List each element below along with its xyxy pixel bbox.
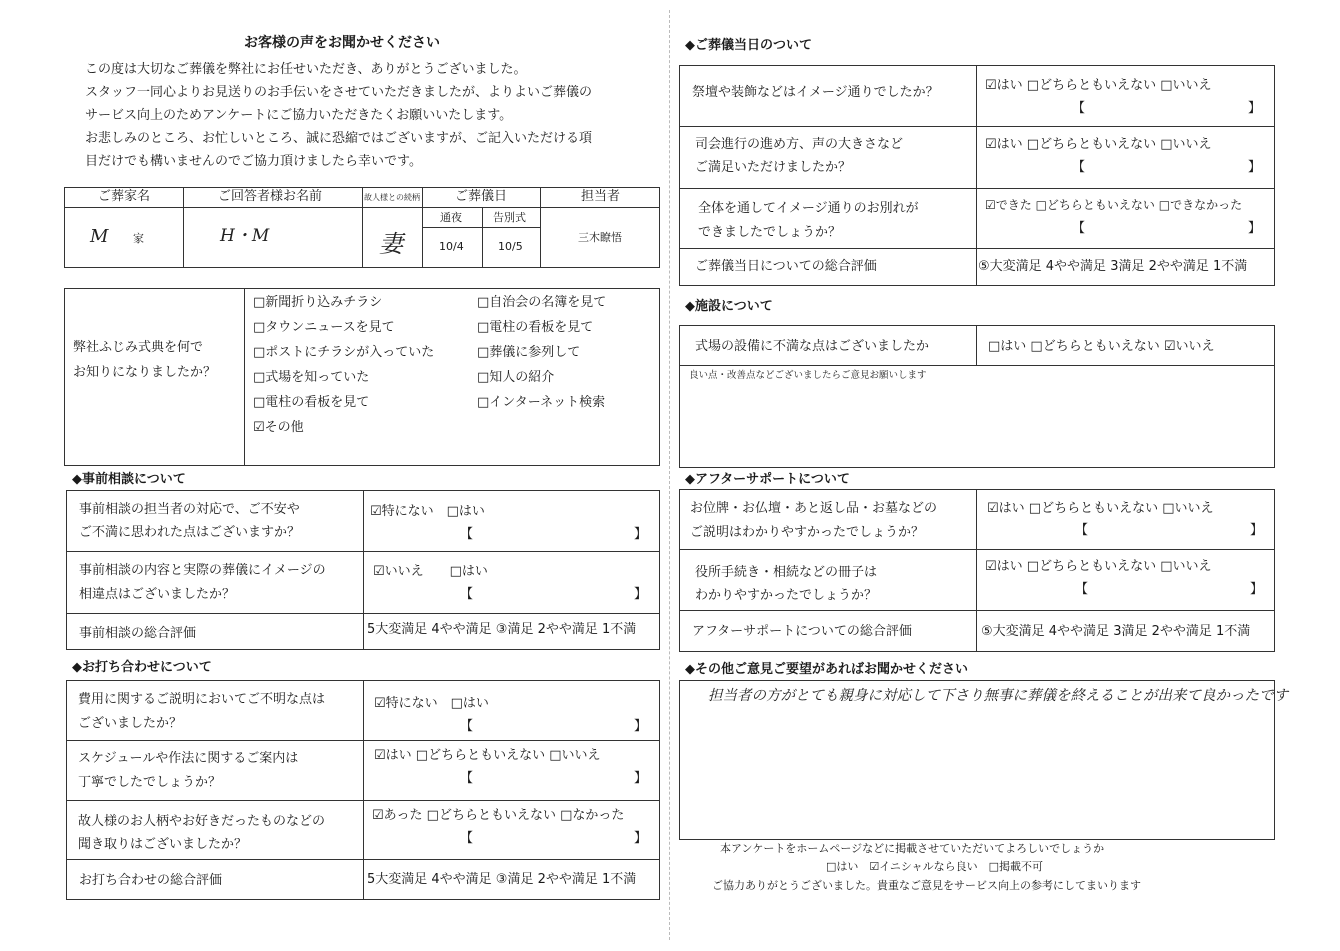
intro-line-3: サービス向上のためアンケートにご協力いただきたくお願いいたします。	[85, 108, 513, 123]
family-suffix: 家	[133, 232, 144, 245]
relation-header: 故人様との続柄	[364, 193, 420, 202]
funeral-day-q4: ご葬儀当日についての総合評価	[695, 259, 877, 274]
source-option-flyer[interactable]: □ポストにチラシが入っていた	[253, 345, 435, 360]
facility-a1[interactable]: □はい □どちらともいえない ☑いいえ	[988, 339, 1215, 354]
source-option-pole-sign[interactable]: □電柱の看板を見て	[253, 395, 370, 410]
source-option-attended[interactable]: □葬儀に参列して	[477, 345, 581, 360]
funeral-day-q3-line-1: 全体を通してイメージ通りのお別れが	[698, 201, 919, 216]
source-option-newspaper[interactable]: □新聞折り込みチラシ	[253, 295, 383, 310]
source-option-community[interactable]: □自治会の名簿を見て	[477, 295, 607, 310]
respondent-header: ご回答者様お名前	[218, 189, 323, 204]
intro-line-4: お悲しみのところ、お忙しいところ、誠に恐縮ではございますが、ご記入いただける項	[85, 131, 593, 146]
facility-heading: ◆施設について	[685, 299, 773, 314]
bracket-open: 【	[1072, 160, 1086, 175]
bracket-open: 【	[460, 587, 474, 602]
source-option-other[interactable]: ☑その他	[253, 420, 304, 435]
funeral-day-a2[interactable]: ☑はい □どちらともいえない □いいえ	[985, 137, 1212, 152]
publish-question: 本アンケートをホームページなどに掲載させていただいてよろしいでしょうか	[720, 842, 1105, 855]
bracket-open: 【	[460, 719, 474, 734]
bracket-close: 】	[1250, 582, 1264, 597]
bracket-open: 【	[1075, 582, 1089, 597]
tsuya-date: 10/4	[439, 240, 464, 253]
intro-line-5: 目だけでも構いませんのでご協力頂けましたら幸いです。	[85, 154, 422, 169]
bracket-close: 】	[634, 719, 648, 734]
funeral-day-rating[interactable]: ⑤大変満足 4やや満足 3満足 2やや満足 1不満	[978, 259, 1248, 274]
bracket-open: 【	[1075, 523, 1089, 538]
meeting-q2-line-2: 丁寧でしたでしょうか？	[78, 775, 222, 790]
bracket-open: 【	[1072, 221, 1086, 236]
funeral-day-q1: 祭壇や装飾などはイメージ通りでしたか？	[692, 85, 939, 100]
intro-line-1: この度は大切なご葬儀を弊社にお任せいただき、ありがとうございました。	[85, 62, 527, 77]
meeting-rating[interactable]: 5大変満足 4やや満足 ③満足 2やや満足 1不満	[367, 872, 637, 887]
bracket-close: 】	[1250, 523, 1264, 538]
meeting-a2[interactable]: ☑はい □どちらともいえない □いいえ	[374, 748, 601, 763]
funeral-day-q2-line-1: 司会進行の進め方、声の大きさなど	[695, 137, 904, 152]
source-option-internet[interactable]: □インターネット検索	[477, 395, 606, 410]
after-support-a1[interactable]: ☑はい □どちらともいえない □いいえ	[987, 501, 1214, 516]
staff-name: 三木瞭悟	[578, 231, 622, 244]
meeting-q3-line-2: 聞き取りはございましたか？	[78, 837, 248, 852]
source-question-line-1: 弊社ふじみ式典を何で	[73, 340, 204, 355]
publish-options[interactable]: □はい ☑イニシャルなら良い □掲載不可	[826, 860, 1043, 873]
funeral-day-a3[interactable]: ☑できた □どちらともいえない □できなかった	[985, 198, 1243, 212]
other-comment-box	[679, 680, 1275, 840]
staff-header: 担当者	[581, 189, 621, 204]
source-option-knew-hall[interactable]: □式場を知っていた	[253, 370, 370, 385]
meeting-a1[interactable]: ☑特にない □はい	[374, 696, 489, 711]
funeral-day-q3-line-2: できましたでしょうか？	[698, 225, 842, 240]
after-support-a2[interactable]: ☑はい □どちらともいえない □いいえ	[985, 559, 1212, 574]
meeting-q1-line-2: ございましたか？	[78, 716, 183, 731]
survey-title: お客様の声をお聞かせください	[244, 35, 440, 51]
funeral-day-a1[interactable]: ☑はい □どちらともいえない □いいえ	[985, 78, 1212, 93]
tsuya-header: 通夜	[440, 211, 462, 224]
pre-consult-q2-line-1: 事前相談の内容と実際の葬儀にイメージの	[79, 563, 326, 578]
after-support-q2-line-2: わかりやすかったでしょうか？	[695, 588, 878, 603]
after-support-heading: ◆アフターサポートについて	[685, 472, 850, 487]
bracket-open: 【	[460, 527, 474, 542]
other-heading: ◆その他ご意見ご要望があればお聞かせください	[685, 662, 968, 677]
bracket-close: 】	[634, 771, 648, 786]
bracket-close: 】	[1248, 221, 1262, 236]
family-name-value: M	[90, 226, 109, 247]
meeting-q4: お打ち合わせの総合評価	[79, 873, 223, 888]
source-option-referral[interactable]: □知人の紹介	[477, 370, 555, 385]
pre-consult-a2[interactable]: ☑いいえ □はい	[373, 564, 488, 579]
after-support-q1-line-1: お位牌・お仏壇・あと返し品・お墓などの	[690, 501, 938, 516]
source-question-line-2: お知りになりましたか？	[73, 365, 217, 380]
kokubetsu-date: 10/5	[498, 240, 523, 253]
bracket-open: 【	[1072, 101, 1086, 116]
source-option-pole-sign-2[interactable]: □電柱の看板を見て	[477, 320, 594, 335]
after-support-q1-line-2: ご説明はわかりやすかったでしょうか？	[690, 525, 925, 540]
pre-consult-heading: ◆事前相談について	[72, 472, 186, 487]
relation-value: 妻	[379, 230, 403, 258]
funeral-day-q2-line-2: ご満足いただけましたか？	[695, 160, 852, 175]
meeting-q2-line-1: スケジュールや作法に関するご案内は	[78, 751, 299, 766]
bracket-open: 【	[460, 771, 474, 786]
facility-q1: 式場の設備に不満な点はございましたか	[695, 339, 930, 354]
funeral-day-heading: ◆ご葬儀当日のついて	[685, 38, 812, 53]
meeting-q1-line-1: 費用に関するご説明においてご不明な点は	[78, 692, 326, 707]
pre-consult-a1[interactable]: ☑特にない □はい	[370, 504, 485, 519]
pre-consult-q2-line-2: 相違点はございましたか？	[79, 587, 236, 602]
facility-note-label: 良い点・改善点などございましたらご意見お願いします	[689, 370, 927, 381]
bracket-close: 】	[634, 527, 648, 542]
intro-line-2: スタッフ一同心よりお見送りのお手伝いをさせていただきましたが、よりよいご葬儀の	[85, 85, 593, 100]
after-support-q3: アフターサポートについての総合評価	[692, 624, 912, 639]
bracket-close: 】	[1248, 101, 1262, 116]
after-support-q2-line-1: 役所手続き・相続などの冊子は	[695, 565, 878, 580]
other-comment-handwritten: 担当者の方がとても親身に対応して下さり無事に葬儀を終えることが出来て良かったです	[708, 688, 1288, 704]
respondent-value: H・M	[220, 226, 270, 246]
meeting-q3-line-1: 故人様のお人柄やお好きだったものなどの	[78, 814, 326, 829]
pre-consult-q1-line-2: ご不満に思われた点はございますか？	[79, 525, 301, 540]
page-fold-divider	[669, 10, 670, 940]
bracket-close: 】	[1248, 160, 1262, 175]
pre-consult-q1-line-1: 事前相談の担当者の対応で、ご不安や	[79, 502, 300, 517]
funeral-date-header: ご葬儀日	[455, 189, 508, 204]
bracket-close: 】	[634, 587, 648, 602]
thanks-message: ご協力ありがとうございました。貴重なご意見をサービス向上の参考にしてまいります	[712, 879, 1141, 892]
kokubetsu-header: 告別式	[493, 211, 526, 224]
meeting-a3[interactable]: ☑あった □どちらともいえない □なかった	[372, 808, 625, 823]
family-name-header: ご葬家名	[98, 189, 151, 204]
bracket-close: 】	[634, 831, 648, 846]
pre-consult-rating[interactable]: 5大変満足 4やや満足 ③満足 2やや満足 1不満	[367, 622, 637, 637]
source-option-townnews[interactable]: □タウンニュースを見て	[253, 320, 395, 335]
pre-consult-q3: 事前相談の総合評価	[79, 626, 197, 641]
meeting-heading: ◆お打ち合わせについて	[72, 660, 212, 675]
after-support-rating[interactable]: ⑤大変満足 4やや満足 3満足 2やや満足 1不満	[981, 624, 1251, 639]
bracket-open: 【	[460, 831, 474, 846]
